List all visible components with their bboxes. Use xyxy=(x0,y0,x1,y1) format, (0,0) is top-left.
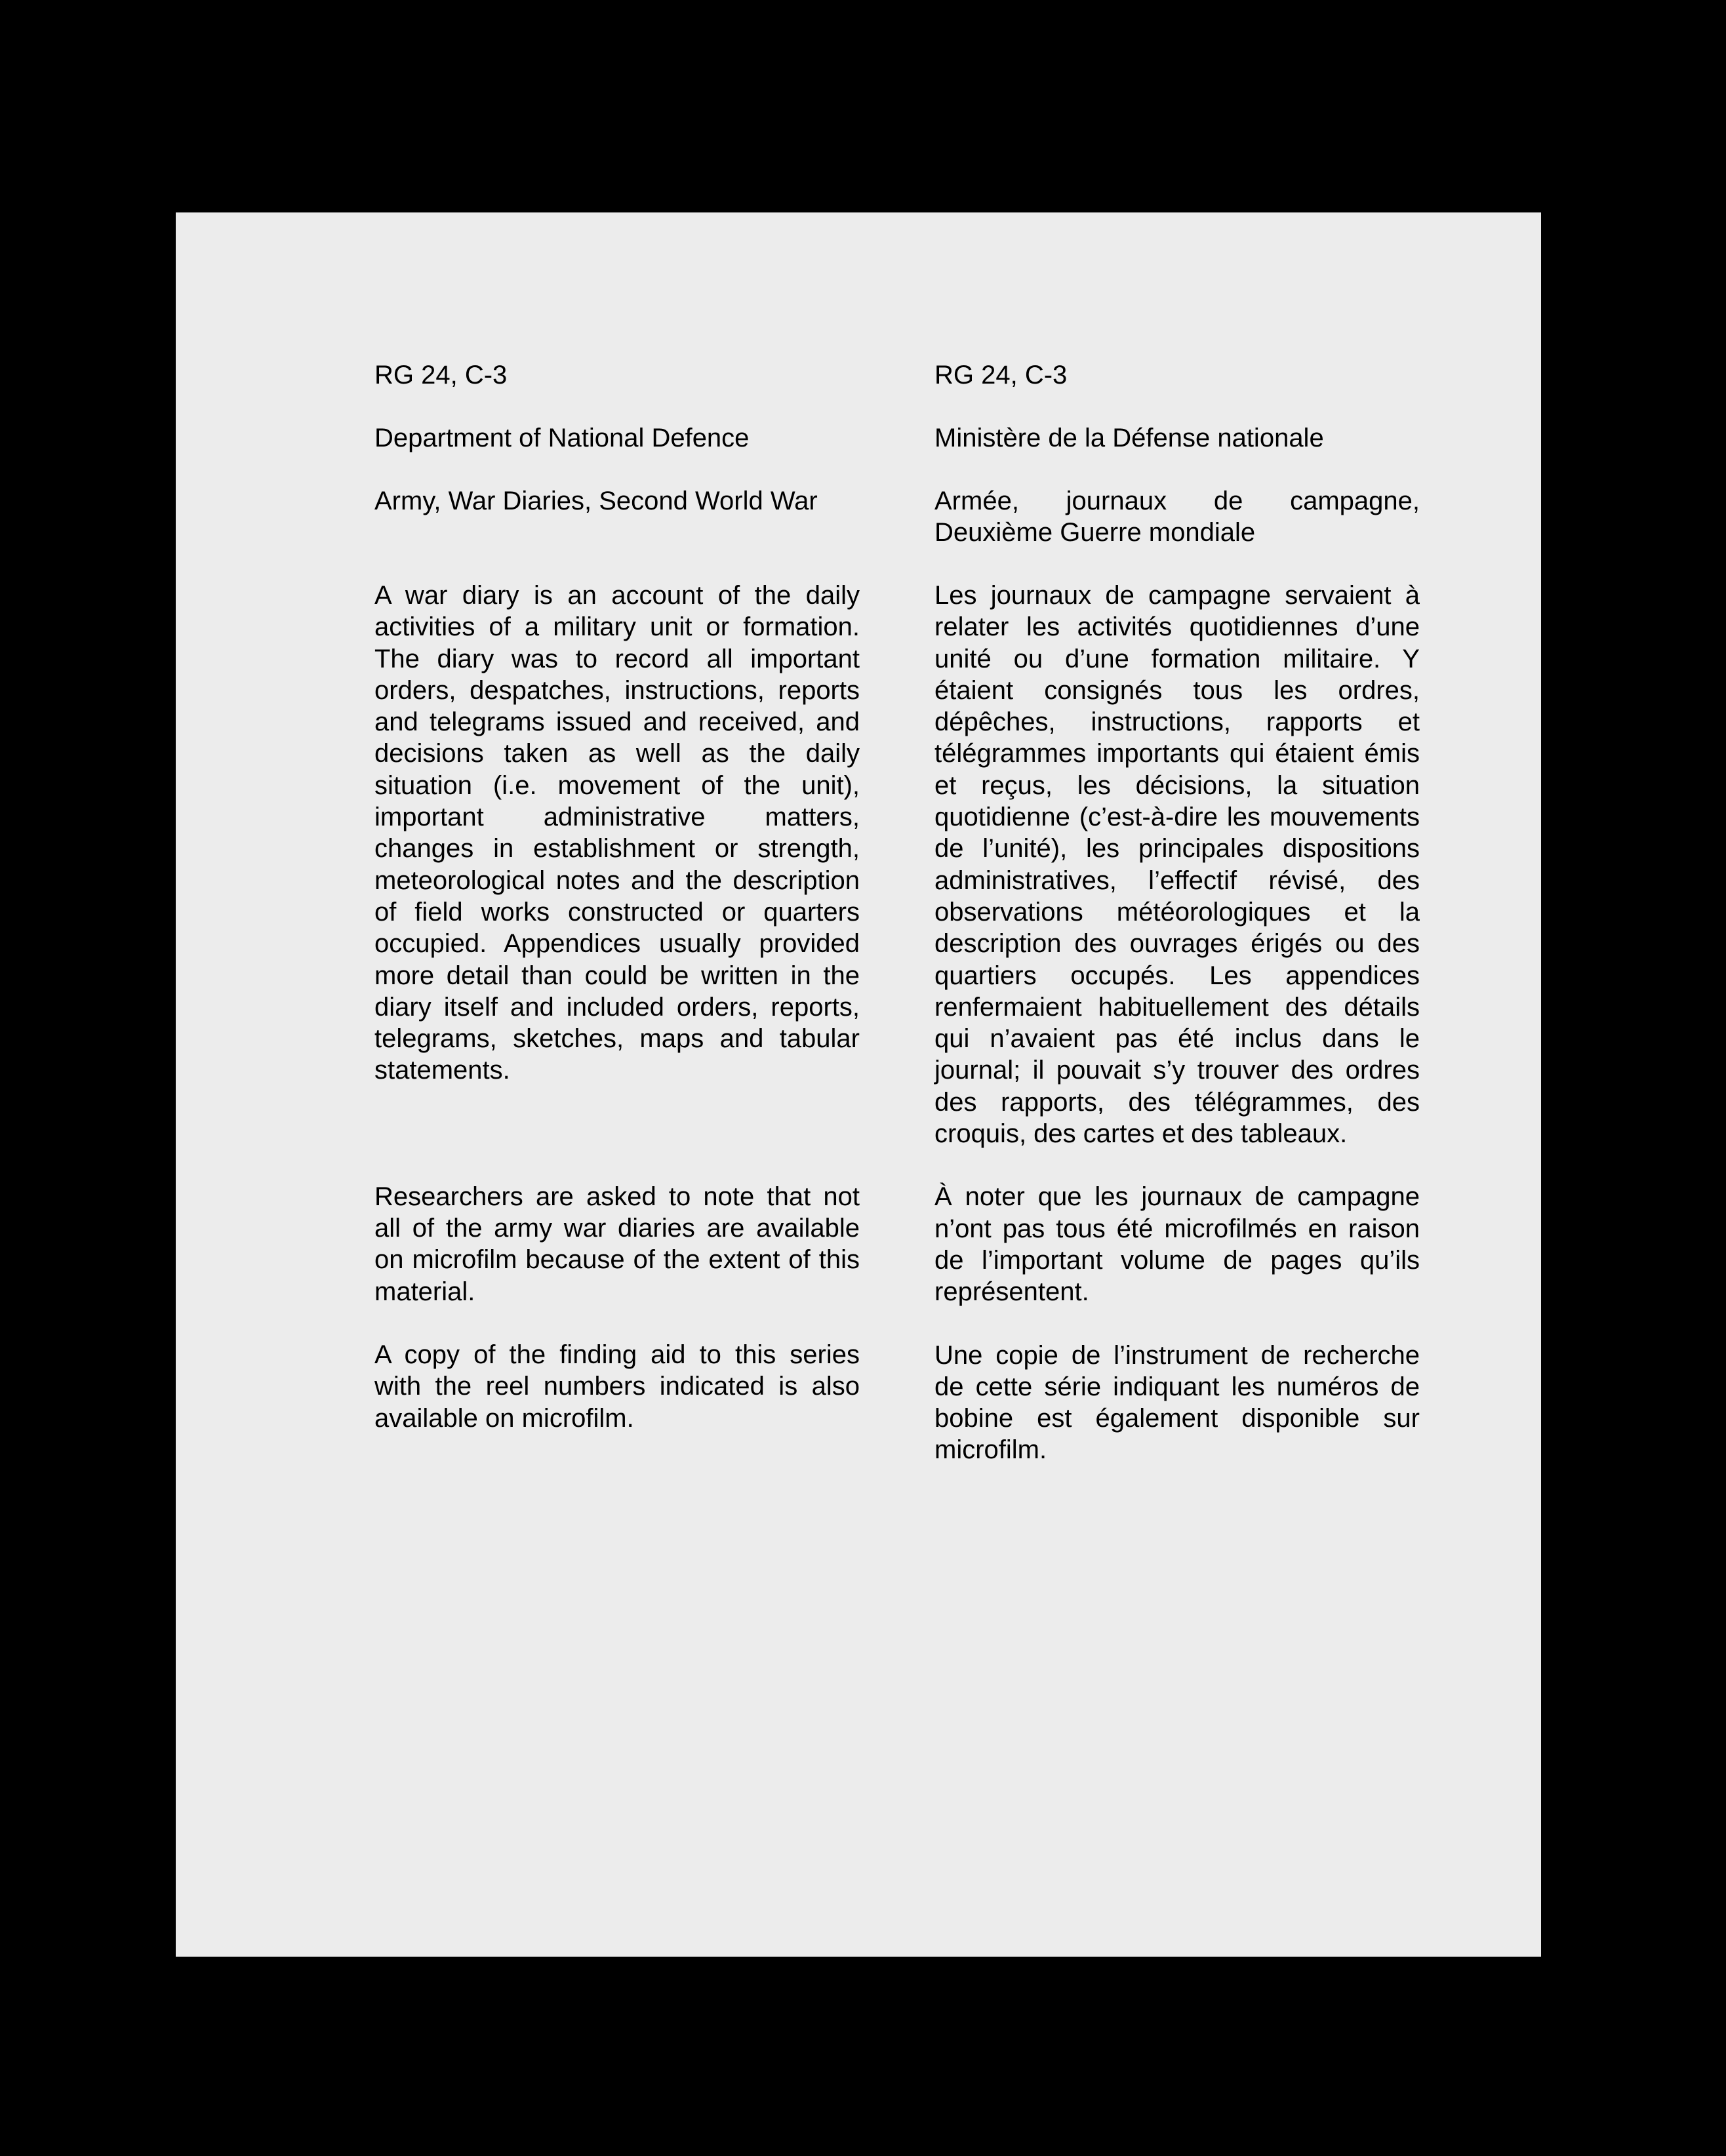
description-paragraph: Les journaux de campagne servaient à relater les activités quotidiennes d’une unité ou d’une formation militaire. Y étaient consignés tous les ordres, dépêches, instructions, rapports et télégrammes importants qui étaient émis et reçus, les décisions, la situation quotidienne (c’est-à-dire les mouvements de l’unité), les principales dispositions administratives, l’effectif révisé, des observations météorologiques et la description des ouvrages érigés ou des quartiers occupés. Les appendices renfermaient habituellement des détails qui n’avaient pas été inclus dans le journal; il pouvait s’y trouver des ordres des rapports, des télégrammes, des croquis, des cartes et des tableaux. xyxy=(934,581,1420,1149)
record-group-code: RG 24, C-3 xyxy=(374,361,508,389)
availability-paragraph: À noter que les journaux de campagne n’ont pas tous été microfilmés en raison de l’important volume de pages qu’ils représentent. xyxy=(934,1182,1420,1307)
series-title: Army, War Diaries, Second World War xyxy=(374,487,818,515)
series-title: Armée, journaux de campagne, Deuxième Guerre mondiale xyxy=(934,487,1420,547)
description-paragraph: A war diary is an account of the daily activities of a military unit or formation. The diary was to record all important orders, despatches, instructions, reports and telegrams issued and received, and decisions taken as well as the daily situation (i.e. movement of the unit), important administrative matters, changes in establishment or strength, meteorological notes and the description of field works constructed or quarters occupied. Appendices usually provided more detail than could be written in the diary itself and included orders, reports, telegrams, sketches, maps and tabular statements. xyxy=(374,581,860,1085)
finding-aid-paragraph: A copy of the finding aid to this series with the reel numbers indicated is also available on microfilm. xyxy=(374,1340,860,1433)
finding-aid-paragraph: Une copie de l’instrument de recherche de cette série indiquant les numéros de bobine est également disponible sur microfilm. xyxy=(934,1340,1420,1465)
record-group-code: RG 24, C-3 xyxy=(934,361,1068,389)
availability-paragraph: Researchers are asked to note that not all of the army war diaries are available on microfilm because of the extent of this material. xyxy=(374,1182,860,1306)
french-column xyxy=(934,359,1420,1466)
english-column xyxy=(374,359,860,1434)
department-name: Ministère de la Défense nationale xyxy=(934,424,1324,452)
department-name: Department of National Defence xyxy=(374,424,750,452)
document-page xyxy=(176,212,1541,1957)
